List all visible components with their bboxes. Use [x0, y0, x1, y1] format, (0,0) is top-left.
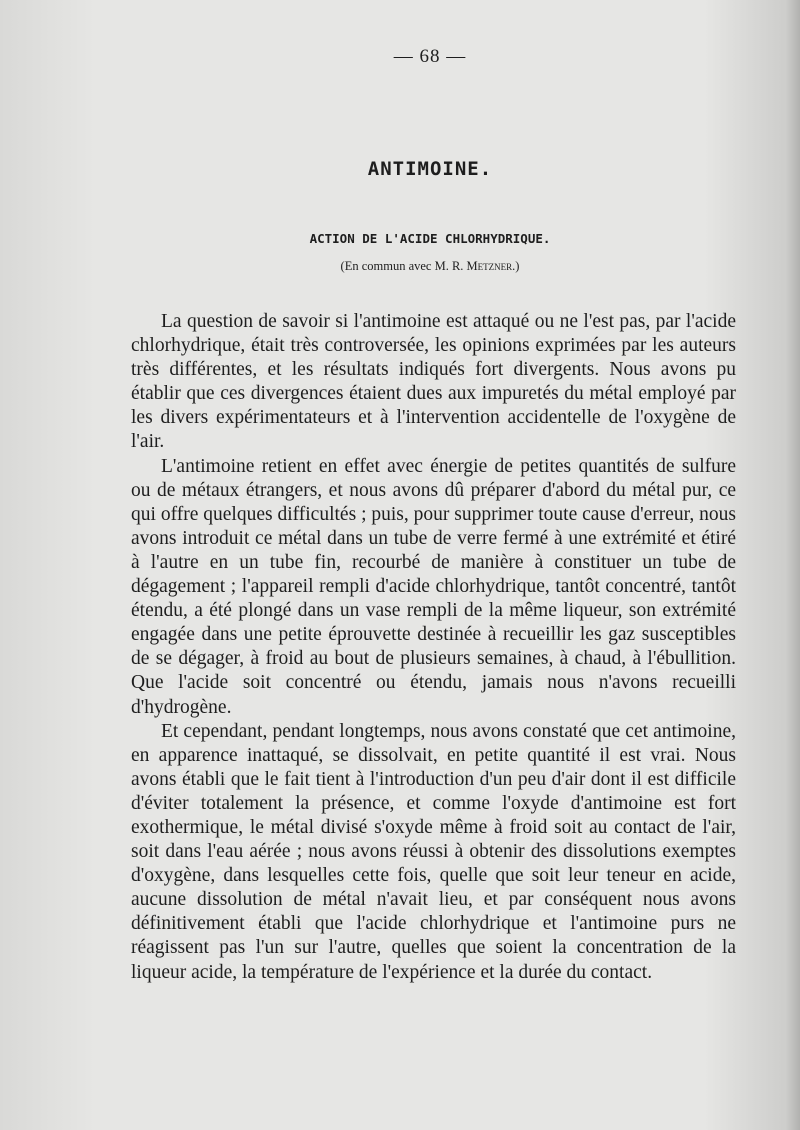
paragraph-1: La question de savoir si l'antimoine est attaqué ou ne l'est pas, par l'acide chlorhydrique, était très controversée, les opinions exprimées par les auteurs très différentes, et les résultats indiqués fort divergents. Nous avons pu établir que ces divergences étaient dues aux impuretés du métal employé par les divers expérimentateurs et à l'intervention accidentelle de l'oxygène de l'air. [131, 311, 736, 453]
body-text [131, 310, 736, 985]
paragraph-3: Et cependant, pendant longtemps, nous avons constaté que cet antimoine, en apparence inattaqué, se dissolvait, en petite quantité il est vrai. Nous avons établi que le fait tient à l'introduction d'un peu d'air dont il est difficile d'éviter totalement la présence, et comme l'oxyde d'antimoine est fort exothermique, le métal divisé s'oxyde même à froid soit au contact de l'air, soit dans l'eau aérée ; nous avons réussi à obtenir des dissolutions exemptes d'oxygène, dans lesquelles cette fois, quelle que soit leur teneur en acide, aucune dissolution de métal n'avait lieu, et par conséquent nous avons définitivement établi que l'acide chlorhydrique et l'antimoine purs ne réagissent pas l'un sur l'autre, quelles que soient la concentration de la liqueur acide, la température de l'expérience et la durée du contact. [131, 720, 736, 983]
page-number: — 68 — [393, 46, 467, 67]
attribution-prefix: (En commun avec M. R. [340, 259, 467, 273]
section-subtitle: ACTION DE L'ACIDE CHLORHYDRIQUE. [309, 231, 551, 246]
attribution-name: Metzner [466, 259, 513, 273]
section-title: ANTIMOINE. [367, 158, 493, 180]
attribution-suffix: .) [512, 259, 520, 273]
attribution-line [0, 259, 800, 274]
paragraph-2: L'antimoine retient en effet avec énergie de petites quantités de sulfure ou de métaux étrangers, et nous avons dû préparer d'abord du métal pur, ce qui offre quelques difficultés ; puis, pour supprimer toute cause d'erreur, nous avons introduit ce métal dans un tube de verre fermé à une extrémité et étiré à l'autre en un tube fin, recourbé de manière à constituer un tube de dégagement ; l'appareil rempli d'acide chlorhydrique, tantôt concentré, tantôt étendu, a été plongé dans un vase rempli de la même liqueur, son extrémité engagée dans une petite éprouvette destinée à recueillir les gaz susceptibles de se dégager, à froid au bout de plusieurs semaines, à chaud, à l'ébullition. Que l'acide soit concentré ou étendu, jamais nous n'avons recueilli d'hydrogène. [131, 455, 736, 718]
